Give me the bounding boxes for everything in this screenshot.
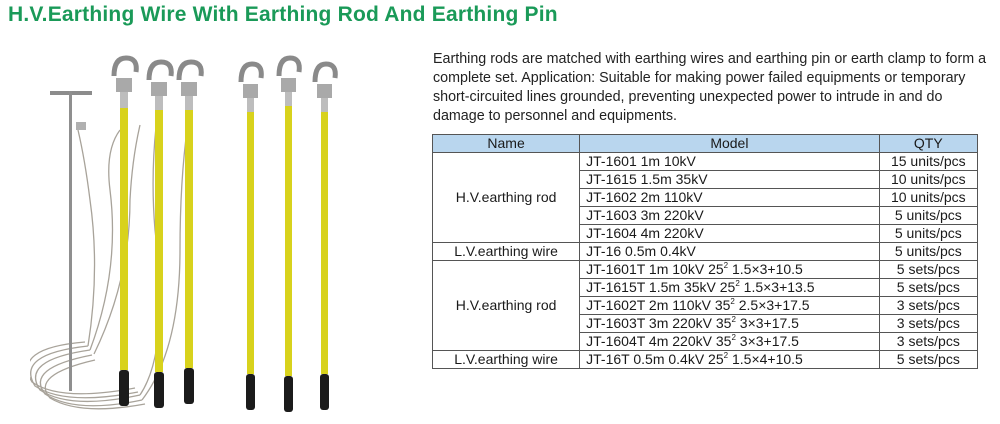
qty-cell: 10 units/pcs [879,189,977,207]
model-cell [580,261,879,279]
model-superscript: 2 [723,351,729,360]
model-text: JT-1601T 1m 10kV 25 [586,261,724,277]
qty-cell: 10 units/pcs [879,171,977,189]
model-cell: JT-1604 4m 220kV [580,225,879,243]
table-row [433,153,978,171]
qty-cell: 5 sets/pcs [879,351,977,369]
page-title: H.V.Earthing Wire With Earthing Rod And Earthing Pin [8,3,558,26]
model-text: JT-16T 0.5m 0.4kV 25 [586,351,724,367]
model-text: JT-1603T 3m 220kV 35 [586,315,732,331]
earthing-rod [149,62,171,408]
group-name: L.V.earthing wire [433,243,580,261]
model-cell [580,333,879,351]
group-name: H.V.earthing rod [433,261,580,351]
specification-table [432,134,978,369]
earthing-rod [315,64,335,410]
qty-cell: 3 sets/pcs [879,315,977,333]
qty-cell: 3 sets/pcs [879,333,977,351]
qty-cell: 5 sets/pcs [879,261,977,279]
model-cell: JT-1603 3m 220kV [580,207,879,225]
model-text: JT-1604T 4m 220kV 35 [586,333,732,349]
model-superscript: 2 [723,261,729,270]
model-superscript: 2 [731,315,736,324]
model-cell [580,279,879,297]
qty-cell: 5 sets/pcs [879,279,977,297]
qty-cell: 3 sets/pcs [879,297,977,315]
header-qty: QTY [879,135,977,153]
table-row [433,351,978,369]
model-superscript: 2 [730,297,735,306]
qty-cell: 5 units/pcs [879,225,977,243]
model-spec: 1.5×4+10.5 [728,351,803,367]
earthing-rod [241,64,261,410]
model-cell [580,297,879,315]
model-cell: JT-16 0.5m 0.4kV [580,243,879,261]
product-description: Earthing rods are matched with earthing wires and earthing pin or earth clamp to form a complete set. Application: Suitable for making power failed equipments or temporary short-circuited lines grounded, preventing unexpected power to intrude in and do damage to personnel and equipments. [433,51,987,124]
model-text: JT-1615T 1.5m 35kV 25 [586,279,736,295]
group-name: L.V.earthing wire [433,351,580,369]
model-superscript: 2 [731,333,736,342]
model-cell: JT-1601 1m 10kV [580,153,879,171]
model-cell: JT-1615 1.5m 35kV [580,171,879,189]
earthing-wire-coil [30,110,190,409]
model-spec: 1.5×3+13.5 [739,279,815,295]
table-row [433,243,978,261]
model-spec: 2.5×3+17.5 [734,297,810,313]
table-header-row [433,135,978,153]
header-model: Model [580,135,879,153]
earthing-rod [114,58,136,406]
model-spec: 1.5×3+10.5 [728,261,803,277]
model-spec: 3×3+17.5 [735,333,799,349]
qty-cell: 5 units/pcs [879,243,977,261]
table-row [433,261,978,279]
earthing-rod [279,58,299,412]
qty-cell: 15 units/pcs [879,153,977,171]
qty-cell: 5 units/pcs [879,207,977,225]
model-cell: JT-1602 2m 110kV [580,189,879,207]
model-text: JT-1602T 2m 110kV 35 [586,297,731,313]
model-spec: 3×3+17.5 [735,315,799,331]
model-cell [580,351,879,369]
model-cell [580,315,879,333]
earthing-rod [179,62,201,404]
model-superscript: 2 [735,279,740,288]
header-name: Name [433,135,580,153]
group-name: H.V.earthing rod [433,153,580,243]
product-photo [30,50,375,420]
